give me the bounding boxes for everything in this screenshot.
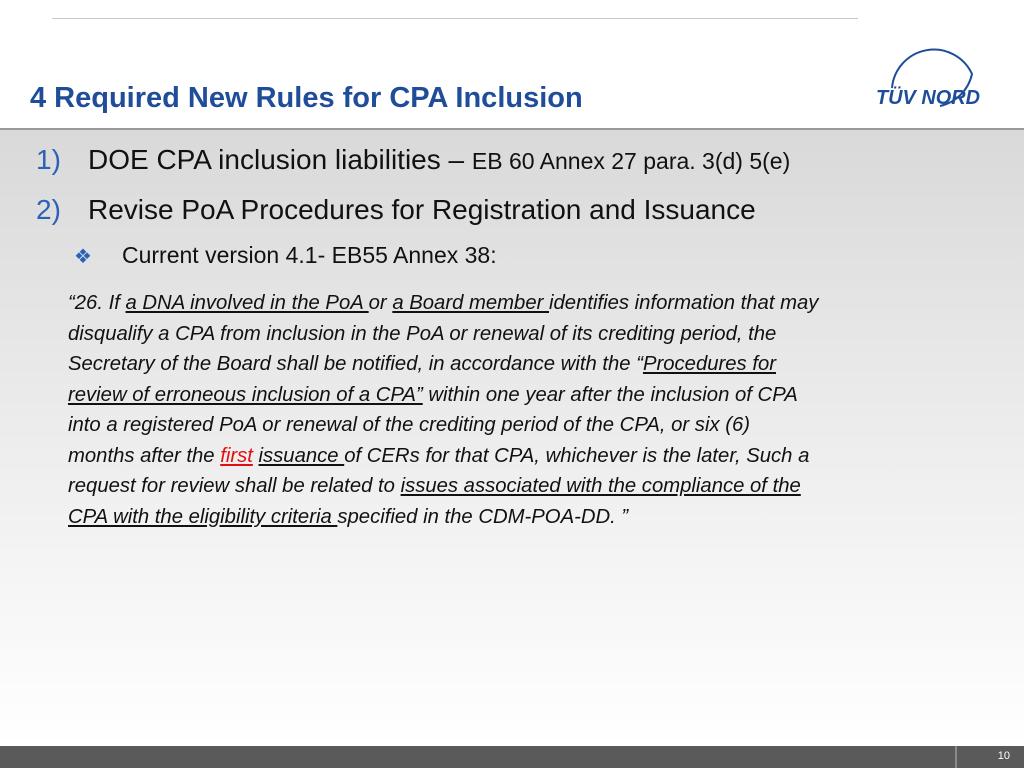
tuv-nord-logo — [872, 44, 982, 114]
quote-text: specified in the CDM-POA-DD. ” — [337, 505, 629, 528]
quote-line — [68, 380, 1020, 411]
quote-highlighted-text: first — [220, 444, 253, 467]
list-item-1 — [36, 144, 790, 176]
list-item-2 — [36, 194, 756, 226]
quote-text: identifies information that may — [549, 292, 819, 314]
diamond-bullet-icon: ❖ — [74, 246, 92, 268]
quote-line: into a registered PoA or renewal of the crediting period of the CPA, or six (6) — [68, 414, 751, 436]
quote-text: request for review shall be related to — [68, 475, 401, 497]
quote-text: of CERs for that CPA, whichever is the later, Such a — [344, 444, 810, 467]
item-text: DOE CPA inclusion liabilities – — [88, 144, 472, 175]
quote-line — [68, 471, 1020, 502]
quote-block — [68, 288, 1020, 532]
item-subtext: EB 60 Annex 27 para. 3(d) 5(e) — [471, 148, 791, 174]
quote-line — [68, 288, 1020, 319]
quote-line — [68, 441, 1020, 472]
quote-underlined-text: a Board member — [392, 292, 549, 314]
top-rule — [52, 18, 858, 19]
sub-bullet — [74, 242, 497, 269]
quote-underlined-text: CPA with the eligibility criteria — [68, 505, 338, 528]
quote-text: “26. If — [68, 292, 126, 314]
quote-text: within one year after the inclusion of CPA — [422, 383, 798, 406]
svg-text:TÜV NORD: TÜV NORD — [876, 87, 981, 109]
quote-line: disqualify a CPA from inclusion in the PoA or renewal of its crediting period, the — [68, 322, 777, 345]
quote-text: months after the — [68, 444, 221, 467]
quote-underlined-text: review of erroneous inclusion of a CPA” — [68, 383, 423, 406]
item-number: 1) — [36, 144, 61, 175]
quote-text: or — [368, 292, 393, 314]
footer-bar — [0, 746, 1024, 768]
footer-separator — [955, 746, 957, 768]
slide-title: 4 Required New Rules for CPA Inclusion — [30, 82, 583, 114]
quote-underlined-text: issues associated with the compliance of the — [400, 475, 801, 497]
item-number: 2) — [36, 194, 61, 225]
quote-underlined-text: issuance — [258, 444, 345, 467]
page-number: 10 — [997, 750, 1010, 762]
quote-line — [68, 502, 1020, 533]
bullet-text: Current version 4.1- EB55 Annex 38: — [122, 242, 497, 268]
quote-text: Secretary of the Board shall be notified, in accordance with the “ — [68, 353, 643, 375]
quote-underlined-text: Procedures for — [642, 353, 776, 375]
item-text: Revise PoA Procedures for Registration and Issuance — [88, 194, 756, 225]
quote-underlined-text: a DNA involved in the PoA — [125, 292, 369, 314]
quote-line — [68, 349, 1020, 380]
